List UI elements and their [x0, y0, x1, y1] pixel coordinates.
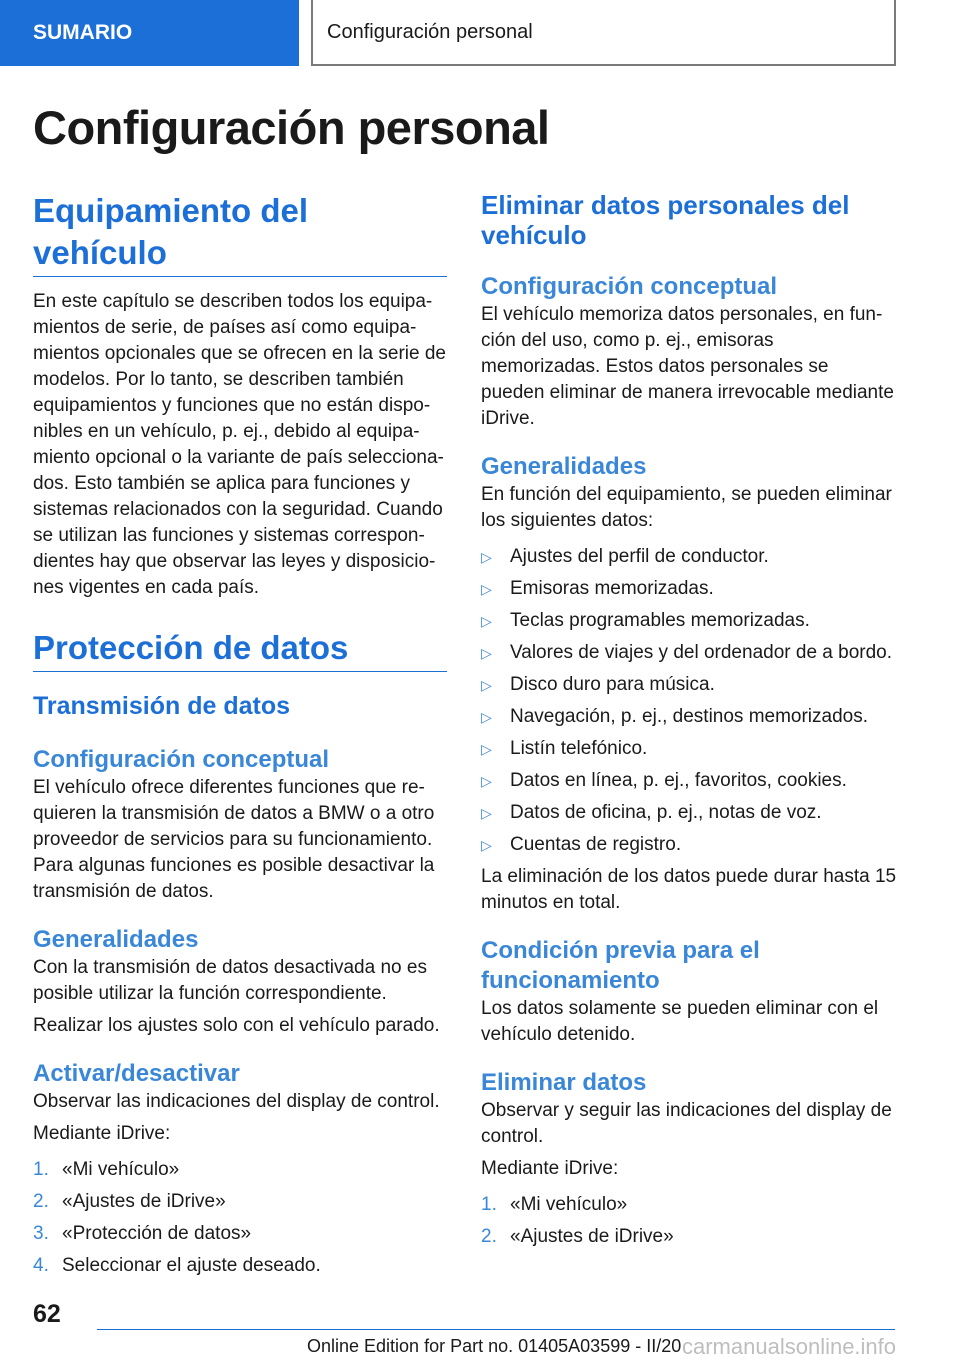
- list-item: [481, 608, 897, 634]
- right-steps-list: [481, 1192, 897, 1250]
- step-text: «Ajustes de iDrive»: [510, 1226, 674, 1247]
- subsection-data-transmission-title: Transmisión de datos: [33, 692, 291, 720]
- list-item-text: Teclas programables memorizadas.: [510, 610, 810, 631]
- general-heading: Generalidades: [33, 926, 199, 953]
- list-item-text: Ajustes del perfil de conductor.: [510, 546, 769, 567]
- toggle-heading: Activar/desactivar: [33, 1060, 240, 1087]
- general-paragraph-1: Con la transmisión de datos desactivada no es posible utilizar la función correspondiente.: [33, 957, 427, 1004]
- delete-duration-paragraph: La eliminación de los datos puede durar hasta 15 minutos en total.: [481, 866, 897, 913]
- delete-concept-heading: Configuración conceptual: [481, 273, 778, 300]
- precondition-heading: Condición previa para el funcionamiento: [481, 937, 760, 994]
- footer-edition-text: Online Edition for Part no. 01405A03599 - II/20: [307, 1336, 682, 1356]
- erase-paragraph-1: Observar y seguir las indicaciones del display de control.: [481, 1100, 892, 1147]
- list-item-text: Cuentas de registro.: [510, 834, 682, 855]
- step-text: «Mi vehículo»: [510, 1194, 628, 1215]
- sumario-tab[interactable]: SUMARIO: [0, 0, 299, 66]
- list-item: [481, 1192, 897, 1218]
- toggle-paragraph-2: Mediante iDrive:: [33, 1123, 171, 1144]
- triangle-bullet-icon: ▷: [481, 677, 492, 693]
- list-item: [481, 576, 897, 602]
- triangle-bullet-icon: ▷: [481, 613, 492, 629]
- step-number: 2.: [33, 1191, 49, 1212]
- list-item-text: Emisoras memorizadas.: [510, 578, 714, 599]
- step-text: «Mi vehículo»: [62, 1159, 180, 1180]
- step-number: 4.: [33, 1255, 49, 1276]
- list-item: [481, 704, 897, 730]
- list-item: [481, 1224, 897, 1250]
- list-item: [33, 1253, 447, 1279]
- list-item: [481, 736, 897, 762]
- delete-general-heading: Generalidades: [481, 453, 647, 480]
- step-number: 1.: [481, 1194, 497, 1215]
- list-item: [481, 672, 897, 698]
- erase-data-heading: Eliminar datos: [481, 1069, 647, 1096]
- section-equipment-title: Equipamiento del vehículo: [33, 190, 447, 277]
- step-number: 3.: [33, 1223, 49, 1244]
- triangle-bullet-icon: ▷: [481, 709, 492, 725]
- erase-paragraph-2: Mediante iDrive:: [481, 1158, 619, 1179]
- triangle-bullet-icon: ▷: [481, 805, 492, 821]
- page-header: [0, 0, 960, 66]
- section-delete-personal-data-title: Eliminar datos personales del vehículo: [481, 190, 850, 250]
- step-text: Seleccionar el ajuste deseado.: [62, 1255, 321, 1276]
- triangle-bullet-icon: ▷: [481, 549, 492, 565]
- list-item: [33, 1157, 447, 1183]
- list-item-text: Datos de oficina, p. ej., notas de voz.: [510, 802, 822, 823]
- precondition-paragraph: Los datos solamente se pueden eliminar con el vehículo detenido.: [481, 998, 879, 1045]
- page-number: 62: [33, 1300, 61, 1328]
- list-item-text: Listín telefónico.: [510, 738, 648, 759]
- list-item-text: Navegación, p. ej., destinos memorizados.: [510, 706, 869, 727]
- delete-general-paragraph: En función del equipamiento, se pueden eliminar los siguientes datos:: [481, 484, 892, 531]
- step-text: «Ajustes de iDrive»: [62, 1191, 226, 1212]
- right-column: [481, 190, 897, 1250]
- step-number: 1.: [33, 1159, 49, 1180]
- general-paragraph-2: Realizar los ajustes solo con el vehículo parado.: [33, 1015, 440, 1036]
- triangle-bullet-icon: ▷: [481, 741, 492, 757]
- triangle-bullet-icon: ▷: [481, 645, 492, 661]
- list-item-text: Datos en línea, p. ej., favoritos, cookies.: [510, 770, 847, 791]
- section-data-protection-title: Protección de datos: [33, 627, 447, 672]
- concept-heading: Configuración conceptual: [33, 746, 330, 773]
- left-column: [33, 190, 447, 1279]
- list-item: [33, 1189, 447, 1215]
- step-text: «Protección de datos»: [62, 1223, 252, 1244]
- list-item: [481, 768, 897, 794]
- concept-paragraph: El vehículo ofrece diferentes funciones que re-quieren la transmisión de datos a BMW o a otro proveedor de servicios para su funcionamiento. Para algunas funciones es posible desactivar la transmisión de datos.: [33, 777, 435, 902]
- list-item: [481, 832, 897, 858]
- page-title: Configuración personal: [33, 101, 550, 154]
- left-steps-list: [33, 1157, 447, 1279]
- list-item-text: Valores de viajes y del ordenador de a bordo.: [510, 642, 893, 663]
- delete-concept-paragraph: El vehículo memoriza datos personales, en fun-ción del uso, como p. ej., emisoras memorizadas. Estos datos personales se pueden eliminar de manera irrevocable mediante iDrive.: [481, 304, 894, 429]
- toggle-paragraph-1: Observar las indicaciones del display de control.: [33, 1091, 440, 1112]
- list-item: [481, 800, 897, 826]
- list-item: [33, 1221, 447, 1247]
- deletable-data-list: [481, 544, 897, 858]
- list-item: [481, 640, 897, 666]
- list-item-text: Disco duro para música.: [510, 674, 715, 695]
- watermark: carmanualsonline.info: [682, 1334, 897, 1359]
- equipment-paragraph: En este capítulo se describen todos los equipa-mientos de serie, de países así como equipa-mientos opcionales que se ofrecen en la serie de modelos. Por lo tanto, se describen también equipamientos y funciones que no están dispo-nibles en un vehículo, p. ej., debido al equipa-miento opcional o la variante de país selecciona-dos. Esto también se aplica para funciones y sistemas relacionados con la seguridad. Cuando se utilizan las funciones y sistemas correspon-dientes hay que observar las leyes y disposicio-nes vigentes en cada país.: [33, 291, 446, 598]
- triangle-bullet-icon: ▷: [481, 581, 492, 597]
- step-number: 2.: [481, 1226, 497, 1247]
- footer-divider: [97, 1329, 895, 1330]
- list-item: [481, 544, 897, 570]
- triangle-bullet-icon: ▷: [481, 773, 492, 789]
- chapter-tab[interactable]: Configuración personal: [311, 0, 896, 66]
- triangle-bullet-icon: ▷: [481, 837, 492, 853]
